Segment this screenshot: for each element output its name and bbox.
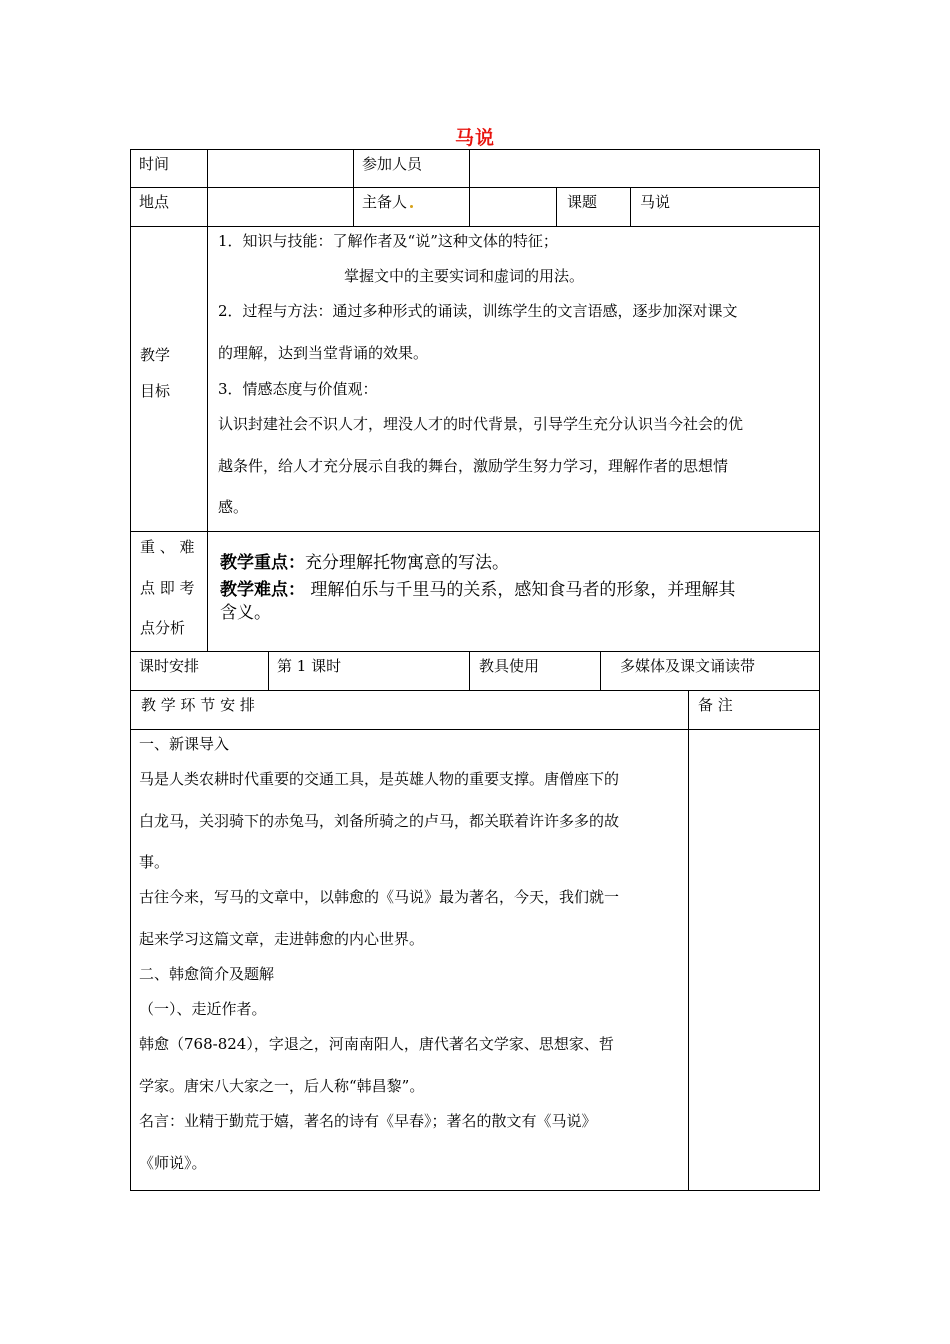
process-line: 一、新课导入 (139, 735, 230, 753)
place-label: 地点 (139, 193, 170, 211)
mark-dot (410, 205, 413, 208)
difficulty-text: 理解伯乐与千里马的关系，感知食马者的形象，并理解其 (305, 580, 736, 600)
key-point-text: 充分理解托物寓意的写法。 (305, 553, 509, 573)
page-title: 马说 (454, 127, 495, 149)
objective-line: 2．过程与方法：通过多种形式的诵读，训练学生的文言语感，逐步加深对课文 (218, 302, 738, 320)
process-line: 古往今来，写马的文章中，以韩愈的《马说》最为著名，今天，我们就一 (139, 888, 620, 906)
objectives-label-line1: 教学 (140, 346, 171, 364)
key-point-label: 教学重点： (220, 553, 305, 573)
tools-label: 教具使用 (479, 657, 540, 675)
objective-line: 的理解，达到当堂背诵的效果。 (218, 344, 429, 362)
process-line: 《师说》。 (139, 1154, 207, 1172)
process-line: 学家。唐宋八大家之一，后人称“韩昌黎”。 (139, 1077, 425, 1095)
tools-value: 多媒体及课文诵读带 (620, 657, 756, 675)
process-line: 事。 (139, 853, 170, 871)
key-point (220, 552, 509, 574)
process-line: （一）、走近作者。 (139, 1000, 267, 1018)
focus-label-line3: 点分析 (140, 619, 186, 637)
process-line: 名言：业精于勤荒于嬉，著名的诗有《早春》；著名的散文有《马说》 (139, 1112, 597, 1130)
objective-line: 越条件，给人才充分展示自我的舞台，激励学生努力学习，理解作者的思想情 (218, 457, 729, 475)
arrangement-value: 第 1 课时 (277, 657, 342, 675)
objective-line: 1．知识与技能：了解作者及“说”这种文体的特征； (218, 232, 558, 250)
difficulty-text-line2: 含义。 (220, 603, 271, 623)
process-line: 韩愈（768-824），字退之，河南南阳人，唐代著名文学家、思想家、哲 (139, 1035, 614, 1053)
objective-line: 3．情感态度与价值观： (218, 380, 378, 398)
process-line: 起来学习这篇文章，走进韩愈的内心世界。 (139, 930, 425, 948)
focus-label-line1: 重 、 难 (140, 538, 195, 556)
topic-label: 课题 (567, 193, 598, 211)
objective-line: 认识封建社会不识人才，埋没人才的时代背景，引导学生充分认识当今社会的优 (218, 415, 744, 433)
notes-header: 备 注 (698, 696, 733, 714)
process-line: 马是人类农耕时代重要的交通工具，是英雄人物的重要支撑。唐僧座下的 (139, 770, 620, 788)
objective-line: 感。 (218, 498, 249, 516)
topic-value: 马说 (640, 193, 671, 211)
focus-label-line2: 点 即 考 (140, 579, 195, 597)
arrangement-label: 课时安排 (139, 657, 200, 675)
objective-line: 掌握文中的主要实词和虚词的用法。 (344, 267, 585, 285)
difficulty-label: 教学难点： (220, 580, 305, 600)
difficulty-point (220, 579, 735, 601)
preparer-label: 主备人 (362, 193, 408, 211)
process-line: 白龙马，关羽骑下的赤兔马，刘备所骑之的卢马，都关联着许许多多的故 (139, 812, 620, 830)
process-line: 二、韩愈简介及题解 (139, 965, 275, 983)
objectives-label-line2: 目标 (140, 382, 171, 400)
process-header: 教 学 环 节 安 排 (141, 696, 255, 714)
time-label: 时间 (139, 155, 170, 173)
participants-label: 参加人员 (362, 155, 423, 173)
